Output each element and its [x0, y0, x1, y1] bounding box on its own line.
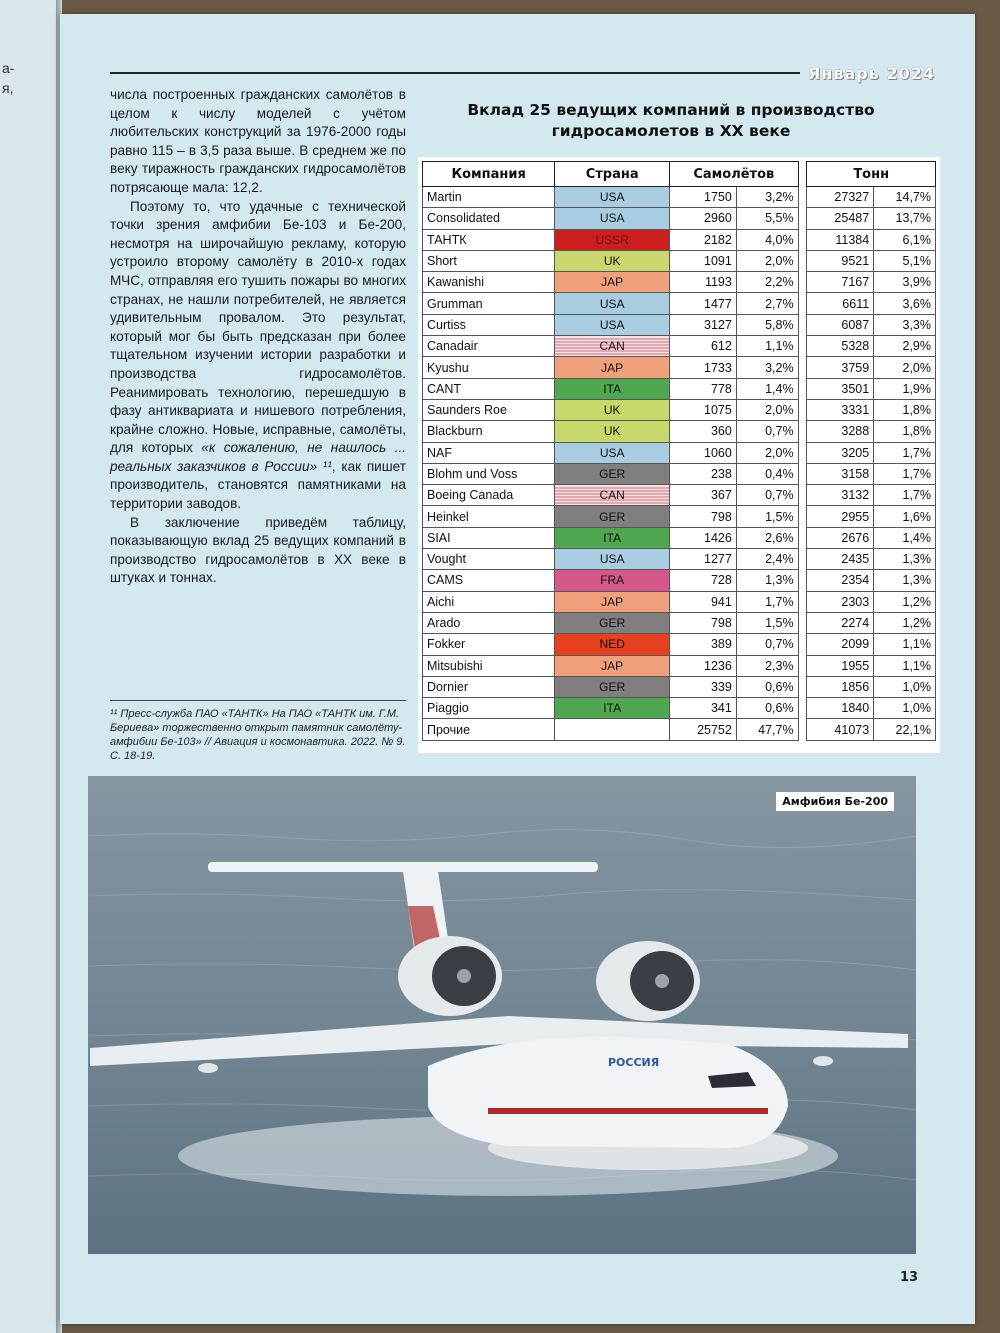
planes-pct-cell: 2,0% [736, 399, 798, 420]
table-row [423, 676, 936, 697]
table-row [423, 506, 936, 527]
planes-pct-cell: 3,2% [736, 187, 798, 208]
tons-pct-cell: 1,7% [874, 463, 936, 484]
tons-pct-cell: 1,8% [874, 421, 936, 442]
table-row [423, 378, 936, 399]
left-page-fragment: а- [2, 60, 15, 76]
table-row [423, 570, 936, 591]
magazine-page [60, 14, 975, 1324]
tons-cell: 3501 [807, 378, 874, 399]
company-cell: Martin [423, 187, 555, 208]
table-row [423, 421, 936, 442]
body-paragraph: В заключение приведём таблицу, показывающую вклад 25 ведущих компаний в производство гидросамолётов в XX веке в штуках и тоннах. [110, 514, 406, 586]
column-gap [798, 378, 807, 399]
left-page-fragment: я, [2, 80, 14, 96]
planes-pct-cell: 2,7% [736, 293, 798, 314]
column-gap [798, 612, 807, 633]
header-planes: Самолётов [670, 162, 799, 187]
tons-cell: 2354 [807, 570, 874, 591]
header-date: Январь 2024 [808, 64, 935, 83]
planes-cell: 1060 [670, 442, 737, 463]
country-cell: USA [555, 314, 670, 335]
planes-pct-cell: 1,1% [736, 336, 798, 357]
table-row [423, 655, 936, 676]
table-row [423, 250, 936, 271]
tons-pct-cell: 13,7% [874, 208, 936, 229]
country-cell: CAN [555, 336, 670, 357]
tons-cell: 1856 [807, 676, 874, 697]
planes-cell: 1477 [670, 293, 737, 314]
column-gap [798, 442, 807, 463]
table-body [423, 187, 936, 741]
planes-cell: 360 [670, 421, 737, 442]
planes-pct-cell: 5,5% [736, 208, 798, 229]
planes-pct-cell: 0,7% [736, 485, 798, 506]
planes-pct-cell: 0,6% [736, 676, 798, 697]
tons-pct-cell: 1,1% [874, 655, 936, 676]
body-paragraph: числа построенных гражданских самолётов в целом к числу моделей с учётом любительских конструкций за 1976-2000 годы равно 115 – в 3,5 раза выше. В среднем же по веку тиражность гражданских гидросамолётов потрясающе мала: 12,2. [110, 87, 406, 195]
photo-label: Амфибия Бе-200 [776, 792, 894, 811]
table-title-line: гидросамолетов в XX веке [551, 122, 791, 140]
planes-pct-cell: 2,2% [736, 272, 798, 293]
company-cell: Прочие [423, 719, 555, 740]
company-cell: Short [423, 250, 555, 271]
be200-photo [88, 776, 916, 1254]
tons-cell: 3205 [807, 442, 874, 463]
tons-cell: 9521 [807, 250, 874, 271]
company-cell: NAF [423, 442, 555, 463]
table-row [423, 591, 936, 612]
planes-pct-cell: 0,4% [736, 463, 798, 484]
tons-cell: 2676 [807, 527, 874, 548]
country-cell: JAP [555, 357, 670, 378]
tons-pct-cell: 1,3% [874, 570, 936, 591]
tons-cell: 41073 [807, 719, 874, 740]
planes-pct-cell: 1,4% [736, 378, 798, 399]
production-table-wrap [418, 157, 940, 753]
table-row [423, 549, 936, 570]
planes-cell: 238 [670, 463, 737, 484]
country-cell: JAP [555, 591, 670, 612]
footnote: ¹¹ Пресс-служба ПАО «ТАНТК» На ПАО «ТАНТК им. Г.М. Бериева» торжественно открыт памятник самолёту-амфибии Бе-103» // Авиация и космонавтика. 2022. № 9. С. 18-19. [110, 700, 406, 763]
tons-cell: 7167 [807, 272, 874, 293]
hull-text: РОССИЯ [608, 1056, 660, 1069]
tons-pct-cell: 14,7% [874, 187, 936, 208]
tons-cell: 6087 [807, 314, 874, 335]
company-cell: Heinkel [423, 506, 555, 527]
column-gap [798, 187, 807, 208]
country-cell: USA [555, 187, 670, 208]
tons-pct-cell: 6,1% [874, 229, 936, 250]
table-title [416, 100, 926, 142]
table-row [423, 229, 936, 250]
tons-cell: 2435 [807, 549, 874, 570]
body-text: , как пишет производитель, становятся памятниками на территории заводов. [110, 458, 407, 512]
planes-pct-cell: 2,6% [736, 527, 798, 548]
header-country: Страна [555, 162, 670, 187]
country-cell: NED [555, 634, 670, 655]
planes-cell: 1075 [670, 399, 737, 420]
body-text-column [110, 86, 406, 588]
tons-cell: 3331 [807, 399, 874, 420]
column-gap [798, 314, 807, 335]
planes-cell: 1193 [670, 272, 737, 293]
planes-cell: 1426 [670, 527, 737, 548]
planes-cell: 1733 [670, 357, 737, 378]
tons-cell: 2099 [807, 634, 874, 655]
tons-cell: 2955 [807, 506, 874, 527]
quote-text: «к сожалению, не нашлось ... реальных заказчиков в России» ¹¹ [110, 440, 407, 474]
planes-cell: 728 [670, 570, 737, 591]
planes-cell: 389 [670, 634, 737, 655]
column-gap [798, 591, 807, 612]
country-cell: USA [555, 208, 670, 229]
table-row [423, 442, 936, 463]
planes-pct-cell: 2,0% [736, 250, 798, 271]
tons-pct-cell: 1,6% [874, 506, 936, 527]
country-cell: ITA [555, 527, 670, 548]
country-cell: UK [555, 421, 670, 442]
planes-cell: 941 [670, 591, 737, 612]
planes-pct-cell: 0,6% [736, 698, 798, 719]
company-cell: ТАНТК [423, 229, 555, 250]
planes-cell: 1750 [670, 187, 737, 208]
tons-cell: 3288 [807, 421, 874, 442]
tons-cell: 3158 [807, 463, 874, 484]
company-cell: Saunders Roe [423, 399, 555, 420]
company-cell: Vought [423, 549, 555, 570]
tons-cell: 2274 [807, 612, 874, 633]
company-cell: CANT [423, 378, 555, 399]
tons-cell: 1840 [807, 698, 874, 719]
tons-pct-cell: 1,0% [874, 676, 936, 697]
table-header-row [423, 162, 936, 187]
country-cell: ITA [555, 698, 670, 719]
company-cell: Dornier [423, 676, 555, 697]
country-cell: GER [555, 463, 670, 484]
company-cell: Blohm und Voss [423, 463, 555, 484]
tons-pct-cell: 3,9% [874, 272, 936, 293]
table-row [423, 485, 936, 506]
planes-cell: 25752 [670, 719, 737, 740]
tons-pct-cell: 22,1% [874, 719, 936, 740]
page-number: 13 [900, 1270, 919, 1285]
country-cell: UK [555, 399, 670, 420]
company-cell: Blackburn [423, 421, 555, 442]
column-gap [798, 229, 807, 250]
column-gap [798, 293, 807, 314]
company-cell: Curtiss [423, 314, 555, 335]
planes-cell: 1236 [670, 655, 737, 676]
column-gap [798, 250, 807, 271]
country-cell: FRA [555, 570, 670, 591]
tons-pct-cell: 2,9% [874, 336, 936, 357]
planes-pct-cell: 1,3% [736, 570, 798, 591]
company-cell: Mitsubishi [423, 655, 555, 676]
country-cell: GER [555, 612, 670, 633]
body-paragraph [110, 198, 406, 514]
planes-pct-cell: 47,7% [736, 719, 798, 740]
planes-cell: 339 [670, 676, 737, 697]
tons-pct-cell: 1,4% [874, 527, 936, 548]
header-rule [110, 72, 800, 74]
tons-pct-cell: 3,3% [874, 314, 936, 335]
tons-pct-cell: 1,8% [874, 399, 936, 420]
column-gap [798, 676, 807, 697]
table-row [423, 698, 936, 719]
country-cell: JAP [555, 272, 670, 293]
tons-pct-cell: 1,9% [874, 378, 936, 399]
column-gap [798, 527, 807, 548]
tons-cell: 2303 [807, 591, 874, 612]
tons-pct-cell: 1,0% [874, 698, 936, 719]
table-row [423, 187, 936, 208]
planes-pct-cell: 0,7% [736, 634, 798, 655]
planes-pct-cell: 1,5% [736, 612, 798, 633]
planes-cell: 2182 [670, 229, 737, 250]
company-cell: Consolidated [423, 208, 555, 229]
tons-pct-cell: 1,2% [874, 612, 936, 633]
column-gap [798, 570, 807, 591]
country-cell: USA [555, 442, 670, 463]
column-gap [798, 357, 807, 378]
tons-pct-cell: 1,7% [874, 485, 936, 506]
planes-pct-cell: 2,0% [736, 442, 798, 463]
tons-pct-cell: 3,6% [874, 293, 936, 314]
planes-pct-cell: 3,2% [736, 357, 798, 378]
left-page-edge [0, 0, 58, 1333]
tons-cell: 25487 [807, 208, 874, 229]
country-cell: USSR [555, 229, 670, 250]
column-gap [798, 698, 807, 719]
table-row [423, 336, 936, 357]
tons-pct-cell: 1,2% [874, 591, 936, 612]
table-row [423, 399, 936, 420]
country-cell [555, 719, 670, 740]
planes-pct-cell: 1,7% [736, 591, 798, 612]
country-cell: ITA [555, 378, 670, 399]
planes-cell: 1277 [670, 549, 737, 570]
table-title-line: Вклад 25 ведущих компаний в производство [467, 101, 875, 119]
company-cell: Piaggio [423, 698, 555, 719]
country-cell: USA [555, 549, 670, 570]
planes-pct-cell: 2,4% [736, 549, 798, 570]
company-cell: Canadair [423, 336, 555, 357]
planes-cell: 778 [670, 378, 737, 399]
column-gap [798, 463, 807, 484]
table-row [423, 314, 936, 335]
tons-cell: 6611 [807, 293, 874, 314]
company-cell: Boeing Canada [423, 485, 555, 506]
table-row [423, 634, 936, 655]
tons-pct-cell: 2,0% [874, 357, 936, 378]
body-text: Поэтому то, что удачные с технической точки зрения амфибии Бе-103 и Бе-200, несмотря на широчайшую рекламу, которую устроило второму самолёту в 2010-х годах МЧС, отправляя его тушить пожары во многих странах, не нашли потребителей, не является удивительным провалом. Это результат, который мог бы быть предсказан при более тщательном изучении истории разработки и производства гидросамолётов. Реанимировать технологию, перешедшую в фазу антиквариата и нишевого потребления, крайне сложно. Новые, исправные, самолёты, для которых [110, 198, 406, 456]
column-gap [798, 336, 807, 357]
tons-pct-cell: 1,7% [874, 442, 936, 463]
table-row [423, 357, 936, 378]
table-row [423, 719, 936, 740]
tons-cell: 1955 [807, 655, 874, 676]
country-cell: GER [555, 676, 670, 697]
country-cell: JAP [555, 655, 670, 676]
column-gap [798, 208, 807, 229]
tons-pct-cell: 1,1% [874, 634, 936, 655]
table-row [423, 272, 936, 293]
table-row [423, 293, 936, 314]
table-row [423, 463, 936, 484]
table-row [423, 527, 936, 548]
table-row [423, 612, 936, 633]
tons-pct-cell: 1,3% [874, 549, 936, 570]
column-gap [798, 485, 807, 506]
planes-cell: 367 [670, 485, 737, 506]
company-cell: Arado [423, 612, 555, 633]
column-gap [798, 634, 807, 655]
company-cell: SIAI [423, 527, 555, 548]
planes-cell: 2960 [670, 208, 737, 229]
column-gap [798, 421, 807, 442]
country-cell: UK [555, 250, 670, 271]
country-cell: CAN [555, 485, 670, 506]
company-cell: CAMS [423, 570, 555, 591]
planes-pct-cell: 1,5% [736, 506, 798, 527]
column-gap [798, 399, 807, 420]
planes-cell: 3127 [670, 314, 737, 335]
planes-pct-cell: 4,0% [736, 229, 798, 250]
tons-cell: 3759 [807, 357, 874, 378]
planes-pct-cell: 2,3% [736, 655, 798, 676]
table-row [423, 208, 936, 229]
tons-cell: 11384 [807, 229, 874, 250]
country-cell: GER [555, 506, 670, 527]
company-cell: Grumman [423, 293, 555, 314]
planes-pct-cell: 0,7% [736, 421, 798, 442]
planes-cell: 798 [670, 506, 737, 527]
company-cell: Kyushu [423, 357, 555, 378]
column-gap [798, 272, 807, 293]
amphibian-aircraft-illustration [88, 776, 916, 1254]
company-cell: Aichi [423, 591, 555, 612]
tons-cell: 5328 [807, 336, 874, 357]
tons-pct-cell: 5,1% [874, 250, 936, 271]
planes-cell: 341 [670, 698, 737, 719]
column-gap [798, 719, 807, 740]
header-company: Компания [423, 162, 555, 187]
company-cell: Fokker [423, 634, 555, 655]
header-tons: Тонн [807, 162, 936, 187]
planes-cell: 1091 [670, 250, 737, 271]
column-gap [798, 506, 807, 527]
country-cell: USA [555, 293, 670, 314]
production-table [422, 161, 936, 741]
column-gap [798, 655, 807, 676]
tons-cell: 27327 [807, 187, 874, 208]
column-gap [798, 549, 807, 570]
planes-pct-cell: 5,8% [736, 314, 798, 335]
planes-cell: 612 [670, 336, 737, 357]
tons-cell: 3132 [807, 485, 874, 506]
planes-cell: 798 [670, 612, 737, 633]
company-cell: Kawanishi [423, 272, 555, 293]
